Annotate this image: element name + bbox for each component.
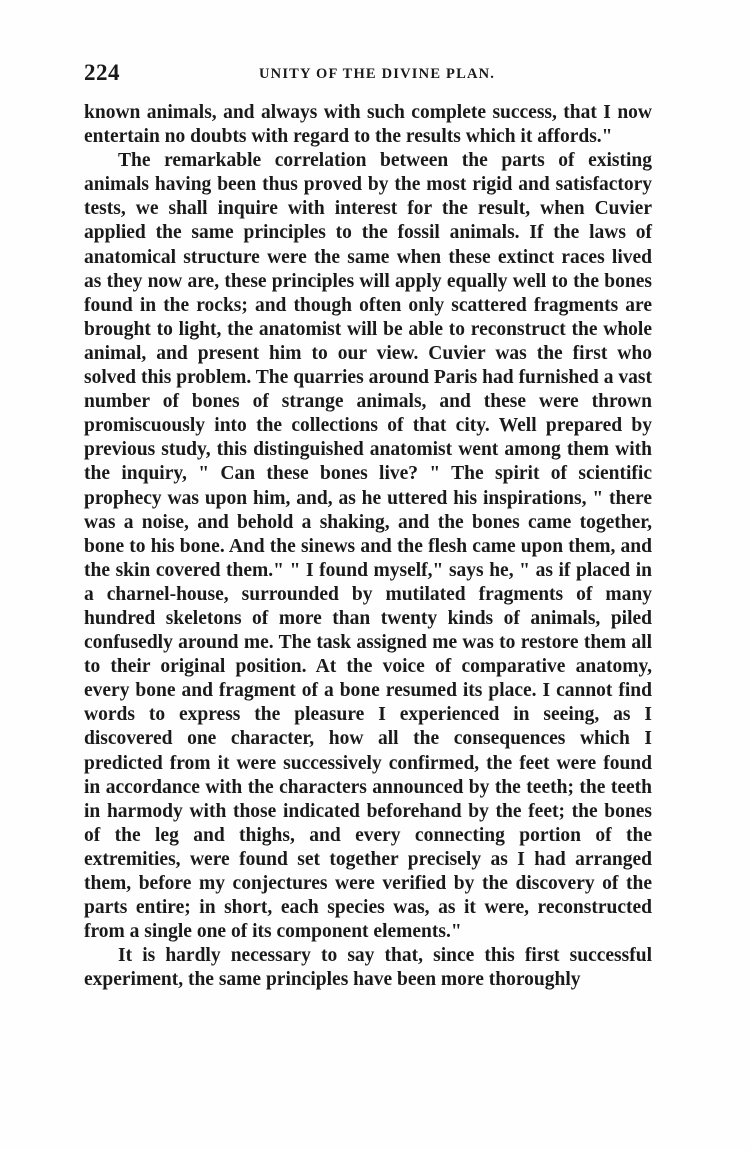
- page-number: 224: [84, 60, 120, 85]
- paragraph-continued: known animals, and always with such complete success, that I now entertain no doubts with regard to the results which it affords.": [84, 102, 652, 148]
- running-head: [84, 60, 659, 88]
- body-text: [84, 101, 652, 992]
- running-title: UNITY OF THE DIVINE PLAN.: [259, 66, 496, 82]
- paragraph-cuvier-fossils: The remarkable correlation between the parts of existing animals having been thus proved by the most rigid and satisfactory tests, we shall inquire with interest for the result, when Cuvier applied the same principles to the fossil animals. If the laws of anatomical structure were the same when these extinct races lived as they now are, these principles will apply equally well to the bones found in the rocks; and though often only scattered fragments are brought to light, the anatomist will be able to reconstruct the whole animal, and present him to our view. Cuvier was the first who solved this problem. The quarries around Paris had furnished a vast number of bones of strange animals, and these were thrown promiscuously into the collections of that city. Well prepared by previous study, this distinguished anatomist went among them with the inquiry, " Can these bones live? " The spirit of scientific prophecy was upon him, and, as he uttered his inspirations, " there was a noise, and behold a shaking, and the bones came together, bone to his bone. And the sinews and the flesh came upon them, and the skin covered them." " I found myself," says he, " as if placed in a charnel-house, surrounded by mutilated fragments of many hundred skeletons of more than twenty kinds of animals, piled confusedly around me. The task assigned me was to restore them all to their original position. At the voice of comparative anatomy, every bone and fragment of a bone resumed its place. I cannot find words to express the pleasure I experienced in seeing, as I discovered one character, how all the consequences which I predicted from it were successively confirmed, the feet were found in accordance with the characters announced by the teeth; the teeth in harmody with those indicated beforehand by the feet; the bones of the leg and thighs, and every connecting portion of the extremities, were found set together precisely as I had arranged them, before my conjectures were verified by the discovery of the parts entire; in short, each species was, as it were, reconstructed from a single one of its component elements.": [84, 150, 652, 943]
- paragraph-closing: It is hardly necessary to say that, since this first successful experiment, the same principles have been more thoroughly: [84, 945, 652, 991]
